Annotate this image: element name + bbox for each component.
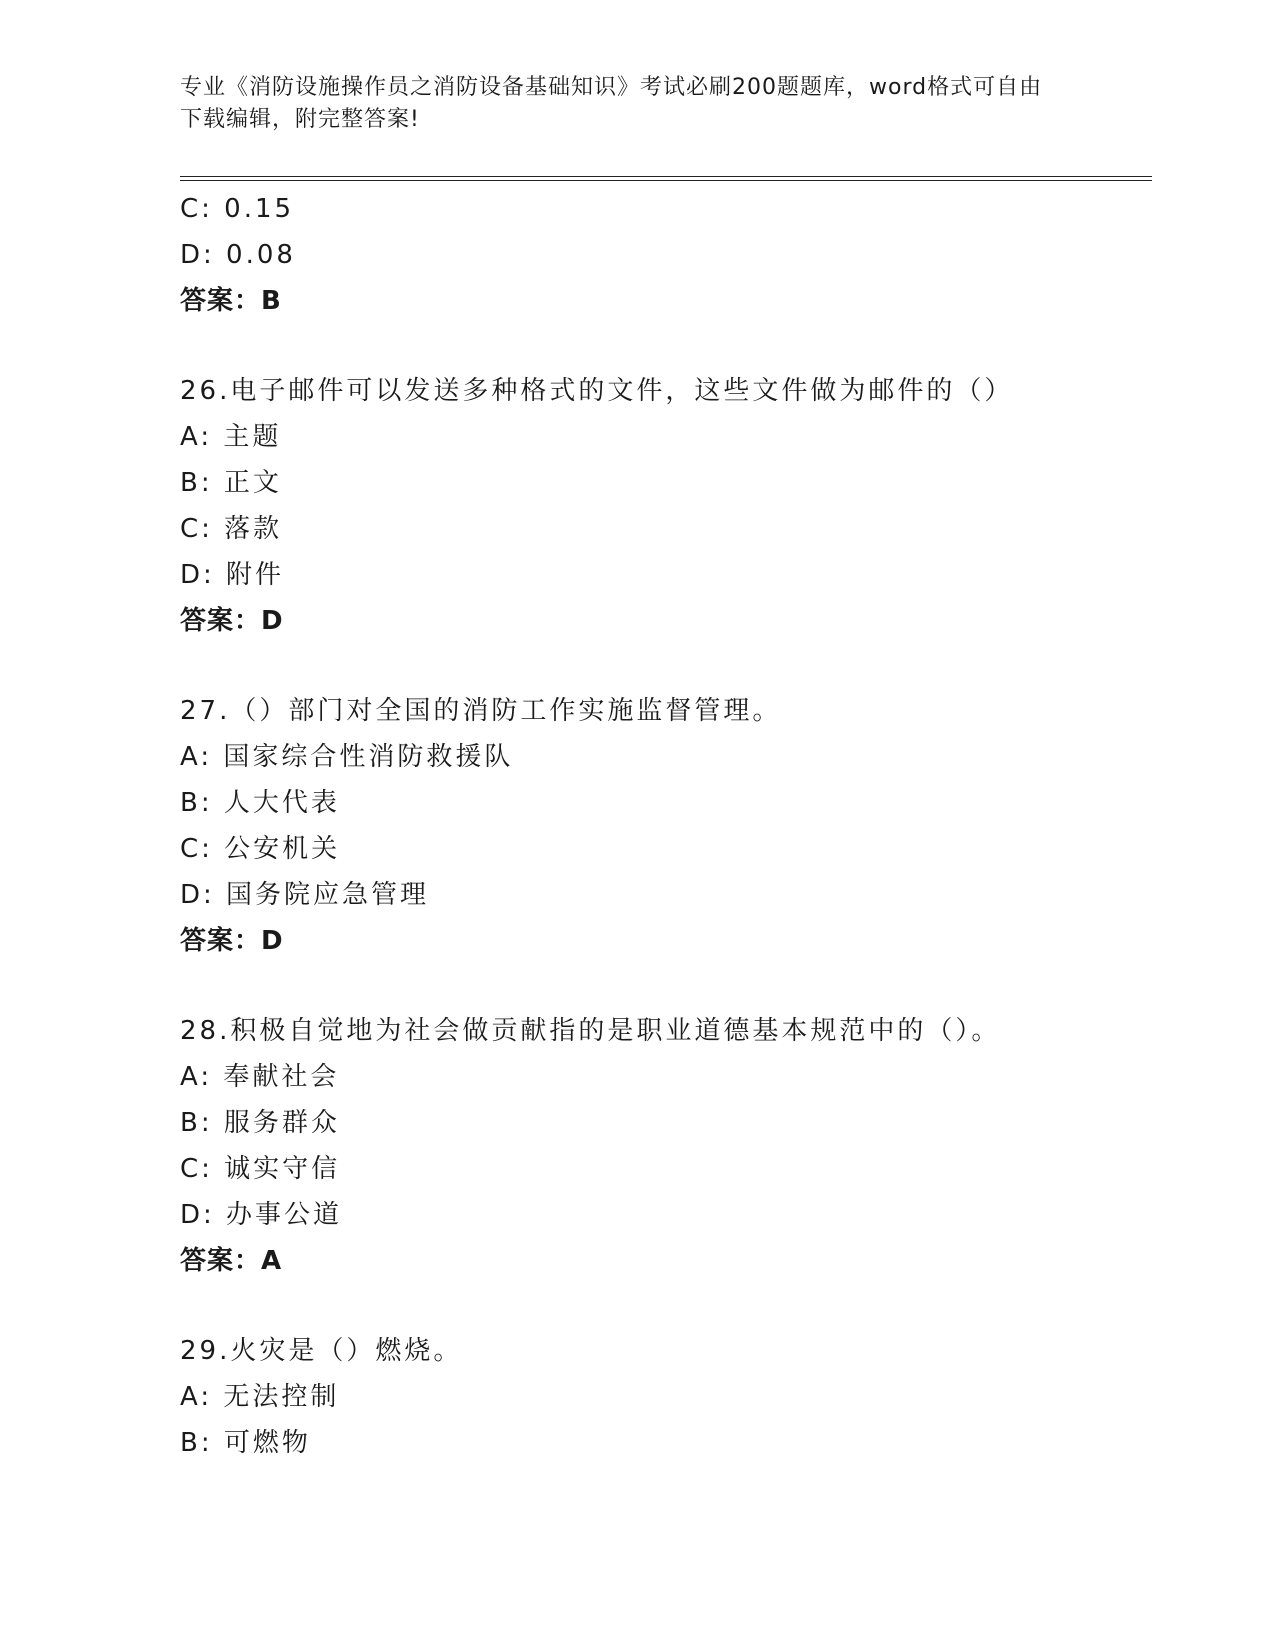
option-b: B: 可燃物 — [180, 1428, 311, 1458]
option-c: C: 诚实守信 — [180, 1154, 341, 1184]
option-d: D: 办事公道 — [180, 1200, 343, 1230]
answer-line: 答案：D — [180, 606, 284, 636]
question-stem: 26.电子邮件可以发送多种格式的文件，这些文件做为邮件的（） — [180, 376, 1014, 406]
question-28 — [180, 1008, 1152, 1284]
option-c: C: 0.15 — [180, 194, 295, 224]
question-29 — [180, 1328, 1152, 1466]
option-b: B: 服务群众 — [180, 1108, 340, 1138]
option-a: A: 国家综合性消防救援队 — [180, 742, 514, 772]
question-stem: 29.火灾是（）燃烧。 — [180, 1336, 463, 1366]
header-divider — [180, 176, 1152, 181]
option-a: A: 主题 — [180, 422, 282, 452]
option-b: B: 人大代表 — [180, 788, 340, 818]
answer-line: 答案：A — [180, 1246, 283, 1276]
option-a: A: 无法控制 — [180, 1382, 340, 1412]
previous-question-tail — [180, 186, 1152, 324]
option-a: A: 奉献社会 — [180, 1062, 340, 1092]
question-27 — [180, 688, 1152, 964]
option-d: D: 附件 — [180, 560, 285, 590]
question-stem: 27.（）部门对全国的消防工作实施监督管理。 — [180, 696, 782, 726]
option-c: C: 公安机关 — [180, 834, 341, 864]
answer-line: 答案：B — [180, 286, 282, 316]
option-d: D: 0.08 — [180, 240, 296, 270]
option-b: B: 正文 — [180, 468, 282, 498]
option-d: D: 国务院应急管理 — [180, 880, 430, 910]
question-list — [180, 186, 1152, 1466]
document-header: 专业《消防设施操作员之消防设备基础知识》考试必刷200题题库，word格式可自由下载编辑，附完整答案! — [180, 75, 1043, 132]
question-stem: 28.积极自觉地为社会做贡献指的是职业道德基本规范中的（）。 — [180, 1016, 1001, 1046]
option-c: C: 落款 — [180, 514, 283, 544]
question-26 — [180, 368, 1152, 644]
answer-line: 答案：D — [180, 926, 284, 956]
